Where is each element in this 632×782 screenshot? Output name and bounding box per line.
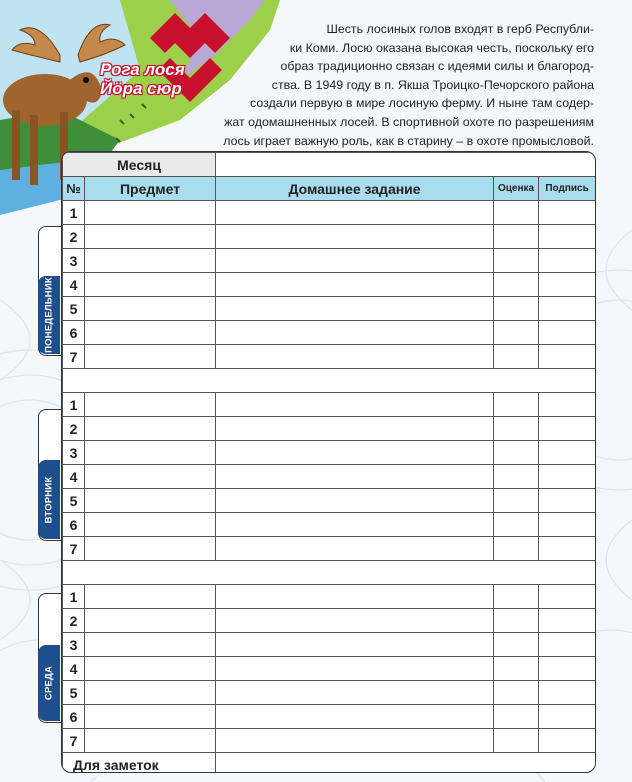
signature-cell[interactable] xyxy=(539,609,596,633)
caption-line-1: Рога лося xyxy=(100,60,185,79)
illustration-caption xyxy=(100,60,192,98)
homework-planner xyxy=(61,151,596,773)
homework-cell[interactable] xyxy=(216,201,494,225)
lesson-row xyxy=(63,609,596,633)
monday-label: ПОНЕДЕЛЬНИК xyxy=(38,276,60,354)
signature-cell[interactable] xyxy=(539,657,596,681)
subject-cell[interactable] xyxy=(85,633,216,657)
subject-cell[interactable] xyxy=(85,321,216,345)
subject-cell[interactable] xyxy=(85,345,216,369)
lesson-row xyxy=(63,297,596,321)
column-header-homework: Домашнее задание xyxy=(216,177,494,201)
homework-cell[interactable] xyxy=(216,441,494,465)
planner-grid xyxy=(62,152,596,773)
intro-line: ства. В 1949 году в п. Якша Троицко-Печорского района xyxy=(271,77,594,92)
grade-cell[interactable] xyxy=(494,657,539,681)
lesson-number: 3 xyxy=(63,249,85,273)
lesson-number: 5 xyxy=(63,489,85,513)
signature-cell[interactable] xyxy=(539,249,596,273)
subject-cell[interactable] xyxy=(85,441,216,465)
signature-cell[interactable] xyxy=(539,345,596,369)
grade-cell[interactable] xyxy=(494,465,539,489)
subject-cell[interactable] xyxy=(85,537,216,561)
signature-cell[interactable] xyxy=(539,585,596,609)
day-separator xyxy=(63,369,596,393)
lesson-number: 6 xyxy=(63,513,85,537)
homework-cell[interactable] xyxy=(216,273,494,297)
header-row xyxy=(63,177,596,201)
subject-cell[interactable] xyxy=(85,393,216,417)
lesson-row xyxy=(63,393,596,417)
lesson-number: 4 xyxy=(63,273,85,297)
lesson-number: 1 xyxy=(63,393,85,417)
grade-cell[interactable] xyxy=(494,729,539,753)
lesson-row xyxy=(63,273,596,297)
homework-cell[interactable] xyxy=(216,513,494,537)
grade-cell[interactable] xyxy=(494,705,539,729)
subject-cell[interactable] xyxy=(85,465,216,489)
grade-cell[interactable] xyxy=(494,441,539,465)
intro-line: Шесть лосиных голов входят в герб Республи- xyxy=(326,22,594,36)
notes-row xyxy=(63,753,596,774)
homework-cell[interactable] xyxy=(216,729,494,753)
lesson-row xyxy=(63,585,596,609)
intro-paragraph xyxy=(200,20,594,150)
month-label: Месяц xyxy=(63,153,216,177)
signature-cell[interactable] xyxy=(539,225,596,249)
lesson-number: 2 xyxy=(63,417,85,441)
lesson-row xyxy=(63,465,596,489)
lesson-row xyxy=(63,681,596,705)
grade-cell[interactable] xyxy=(494,273,539,297)
subject-cell[interactable] xyxy=(85,681,216,705)
intro-line: жат одомашненных лосей. В спортивной охоте по разрешениям xyxy=(224,114,594,129)
grade-cell[interactable] xyxy=(494,681,539,705)
intro-line: создали первую в мире лосиную ферму. И ныне там содер- xyxy=(249,96,594,111)
grade-cell[interactable] xyxy=(494,489,539,513)
lesson-row xyxy=(63,633,596,657)
lesson-row xyxy=(63,249,596,273)
signature-cell[interactable] xyxy=(539,489,596,513)
lesson-number: 7 xyxy=(63,729,85,753)
homework-cell[interactable] xyxy=(216,537,494,561)
lesson-row xyxy=(63,513,596,537)
lesson-row xyxy=(63,705,596,729)
homework-cell[interactable] xyxy=(216,297,494,321)
signature-cell[interactable] xyxy=(539,321,596,345)
signature-cell[interactable] xyxy=(539,681,596,705)
homework-cell[interactable] xyxy=(216,489,494,513)
grade-cell[interactable] xyxy=(494,537,539,561)
column-header-signature: Подпись xyxy=(539,177,596,201)
lesson-row xyxy=(63,225,596,249)
caption-line-2: Йöра сюр xyxy=(100,79,182,98)
grade-cell[interactable] xyxy=(494,633,539,657)
wednesday-lessons xyxy=(63,585,596,753)
subject-cell[interactable] xyxy=(85,417,216,441)
monday-lessons xyxy=(63,201,596,369)
lesson-row xyxy=(63,441,596,465)
lesson-row xyxy=(63,657,596,681)
lesson-number: 6 xyxy=(63,321,85,345)
homework-cell[interactable] xyxy=(216,225,494,249)
subject-cell[interactable] xyxy=(85,513,216,537)
lesson-number: 4 xyxy=(63,465,85,489)
grade-cell[interactable] xyxy=(494,321,539,345)
lesson-row xyxy=(63,201,596,225)
subject-cell[interactable] xyxy=(85,297,216,321)
column-header-grade: Оценка xyxy=(494,177,539,201)
grade-cell[interactable] xyxy=(494,345,539,369)
lesson-row xyxy=(63,345,596,369)
subject-cell[interactable] xyxy=(85,249,216,273)
grade-cell[interactable] xyxy=(494,297,539,321)
subject-cell[interactable] xyxy=(85,273,216,297)
signature-cell[interactable] xyxy=(539,465,596,489)
subject-cell[interactable] xyxy=(85,729,216,753)
signature-cell[interactable] xyxy=(539,441,596,465)
signature-cell[interactable] xyxy=(539,273,596,297)
grade-cell[interactable] xyxy=(494,225,539,249)
homework-cell[interactable] xyxy=(216,681,494,705)
grade-cell[interactable] xyxy=(494,393,539,417)
signature-cell[interactable] xyxy=(539,537,596,561)
grade-cell[interactable] xyxy=(494,513,539,537)
subject-cell[interactable] xyxy=(85,201,216,225)
subject-cell[interactable] xyxy=(85,705,216,729)
homework-cell[interactable] xyxy=(216,657,494,681)
signature-cell[interactable] xyxy=(539,729,596,753)
grade-cell[interactable] xyxy=(494,609,539,633)
lesson-number: 7 xyxy=(63,345,85,369)
month-field[interactable] xyxy=(216,153,596,177)
signature-cell[interactable] xyxy=(539,393,596,417)
homework-cell[interactable] xyxy=(216,633,494,657)
signature-cell[interactable] xyxy=(539,705,596,729)
homework-cell[interactable] xyxy=(216,585,494,609)
wednesday-label: СРЕДА xyxy=(38,645,60,721)
tuesday-lessons xyxy=(63,393,596,561)
signature-cell[interactable] xyxy=(539,633,596,657)
notes-field[interactable] xyxy=(216,753,596,774)
lesson-row xyxy=(63,537,596,561)
homework-cell[interactable] xyxy=(216,321,494,345)
lesson-number: 2 xyxy=(63,609,85,633)
subject-cell[interactable] xyxy=(85,585,216,609)
homework-cell[interactable] xyxy=(216,705,494,729)
homework-cell[interactable] xyxy=(216,465,494,489)
column-header-num: № xyxy=(63,177,85,201)
intro-line: образ традиционно связан с идеями силы и благород- xyxy=(280,59,594,74)
lesson-number: 2 xyxy=(63,225,85,249)
lesson-number: 1 xyxy=(63,585,85,609)
lesson-number: 4 xyxy=(63,657,85,681)
lesson-row xyxy=(63,417,596,441)
homework-cell[interactable] xyxy=(216,393,494,417)
lesson-row xyxy=(63,321,596,345)
tuesday-label: ВТОРНИК xyxy=(38,460,60,539)
subject-cell[interactable] xyxy=(85,225,216,249)
homework-cell[interactable] xyxy=(216,417,494,441)
subject-cell[interactable] xyxy=(85,489,216,513)
lesson-row xyxy=(63,489,596,513)
intro-line: лось играет важную роль, как в старину – в охоте промысловой. xyxy=(223,133,594,148)
lesson-row xyxy=(63,729,596,753)
grade-cell[interactable] xyxy=(494,201,539,225)
day-separator xyxy=(63,561,596,585)
intro-line: ки Коми. Лосю оказана высокая честь, поскольку его xyxy=(289,40,594,55)
signature-cell[interactable] xyxy=(539,297,596,321)
signature-cell[interactable] xyxy=(539,201,596,225)
lesson-number: 5 xyxy=(63,297,85,321)
grade-cell[interactable] xyxy=(494,249,539,273)
notes-label: Для заметок xyxy=(63,753,216,774)
lesson-number: 6 xyxy=(63,705,85,729)
grade-cell[interactable] xyxy=(494,417,539,441)
lesson-number: 1 xyxy=(63,201,85,225)
lesson-number: 7 xyxy=(63,537,85,561)
signature-cell[interactable] xyxy=(539,513,596,537)
grade-cell[interactable] xyxy=(494,585,539,609)
subject-cell[interactable] xyxy=(85,657,216,681)
lesson-number: 3 xyxy=(63,441,85,465)
homework-cell[interactable] xyxy=(216,345,494,369)
homework-cell[interactable] xyxy=(216,249,494,273)
column-header-subject: Предмет xyxy=(85,177,216,201)
subject-cell[interactable] xyxy=(85,609,216,633)
lesson-number: 3 xyxy=(63,633,85,657)
signature-cell[interactable] xyxy=(539,417,596,441)
lesson-number: 5 xyxy=(63,681,85,705)
month-row xyxy=(63,153,596,177)
homework-cell[interactable] xyxy=(216,609,494,633)
